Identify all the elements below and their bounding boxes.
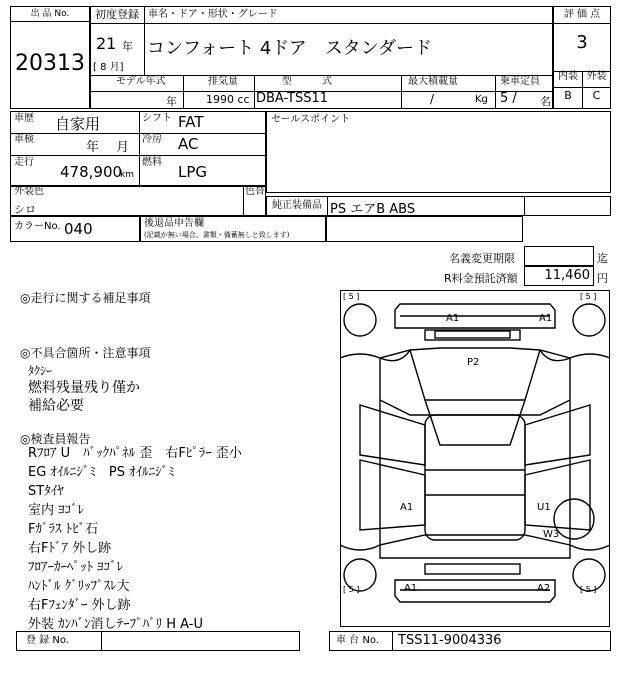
exterior-color-box	[10, 186, 266, 216]
lot-number-box	[10, 6, 90, 109]
load-unit: Kg	[475, 94, 488, 105]
equipment: PS エアB ABS	[330, 202, 416, 217]
lot-number-label: 出 品 No.	[30, 9, 70, 19]
fuel-label: 燃料	[142, 157, 162, 168]
damage-mark: W3	[543, 529, 560, 540]
seats-label: 乗車定員	[500, 76, 540, 87]
shift: FAT	[178, 113, 204, 131]
inspector-line: EG ｵｲﾙﾆｼﾞﾐ PS ｵｲﾙﾆｼﾞﾐ	[28, 465, 175, 480]
rear-bumper-outline	[395, 580, 555, 602]
spare-tire-icon	[554, 499, 594, 539]
seats-unit: 名	[540, 95, 551, 108]
exterior-label: 外装	[586, 71, 607, 82]
registration-number-label: 登 録 No.	[26, 635, 69, 646]
car-diagram	[340, 290, 610, 627]
displacement: 1990 cc	[206, 93, 250, 106]
aftermarket-note: (記載が無い場合、書類・備蓄無しと致します)	[144, 231, 290, 239]
history: 自家用	[55, 115, 101, 133]
inspector-title: ◎検査員報告	[20, 432, 91, 446]
ac-label: 冷房	[142, 134, 162, 145]
interior-grade: B	[564, 89, 572, 102]
displacement-label: 排気量	[208, 76, 238, 87]
color-number-label: カラーNo.	[14, 221, 61, 232]
inspector-line: ﾌﾛｱｰｶｰﾍﾟｯﾄ ﾖｺﾞﾚ	[28, 560, 124, 575]
damage-mark: P2	[467, 357, 480, 368]
defect-line: 補給必要	[28, 398, 84, 414]
inspection: 年 月	[86, 140, 130, 155]
recycle-value: 11,460	[544, 268, 590, 283]
chassis-number-label: 車 台 No.	[336, 635, 379, 646]
damage-mark: U1	[537, 502, 551, 513]
seats: 5 /	[500, 91, 517, 106]
inspector-line: 右Fﾌｪﾝﾀﾞｰ 外し跡	[28, 598, 131, 613]
history-label: 車歴	[14, 113, 34, 124]
inspector-line: 外装 ｶﾝﾊﾞﾝ消しﾃｰﾌﾟﾊﾞﾘ H A-U	[28, 617, 203, 632]
inspector-line: 右Fﾄﾞｱ 外し跡	[28, 541, 112, 556]
damage-mark: A2	[537, 583, 551, 594]
model-year-unit: 年	[166, 95, 177, 108]
details-box	[10, 111, 266, 186]
grade-label: 評 価 点	[563, 9, 601, 20]
lot-number: 20313	[15, 51, 85, 76]
type-label: 型 式	[282, 76, 332, 87]
mileage: 478,900	[60, 163, 123, 181]
chassis-number: TSS11-9004336	[398, 633, 502, 648]
tire-tread-front-left: [ 5 ]	[343, 292, 360, 301]
model-type: DBA-TSS11	[256, 91, 329, 106]
grade-score: 3	[576, 32, 588, 53]
driving-notes-title: ◎走行に関する補足事項	[20, 291, 151, 305]
load-slash: /	[430, 92, 435, 106]
first-registration-label: 初度登録	[95, 8, 139, 21]
inspector-line: Rﾌﾛｱ U ﾊﾞｯｸﾊﾟﾈﾙ 歪 右Fﾋﾟﾗｰ 歪小	[28, 446, 242, 461]
damage-mark: A1	[539, 313, 553, 324]
model-year-label: モデル年式	[116, 76, 166, 87]
mileage-label: 走行	[14, 157, 34, 168]
inspector-line: 室内 ﾖｺﾞﾚ	[28, 503, 85, 518]
recycle-label: R料金預託済額	[444, 272, 518, 285]
inspection-label: 車検	[14, 134, 34, 145]
damage-mark: A1	[446, 313, 460, 324]
equipment-label: 純正装備品	[272, 200, 322, 211]
name-change-label: 名義変更期限	[449, 252, 515, 265]
inspector-line: ﾊﾝﾄﾞﾙ ｸﾞﾘｯﾌﾟｽﾚ大	[28, 579, 130, 594]
aftermarket-label: 後退品申告欄	[144, 218, 204, 229]
tire-tread-front-right: [ 5 ]	[580, 292, 597, 301]
inspector-line: STﾀｲﾔ	[28, 484, 64, 499]
interior-label: 内装	[558, 71, 578, 82]
inspector-line: Fｶﾞﾗｽ ﾄﾋﾞ石	[28, 522, 99, 537]
car-name-label: 車名・ドア・形状・グレード	[148, 9, 278, 20]
year-unit: 年	[122, 40, 133, 53]
exterior-color-label: 外装色	[14, 186, 44, 197]
defect-line: 燃料残量残り僅か	[28, 380, 140, 396]
damage-mark: A1	[404, 583, 418, 594]
tire-front-left-icon	[344, 304, 376, 336]
car-name: コンフォート 4ドア スタンダード	[147, 38, 433, 59]
first-registration-year: 21	[96, 34, 117, 53]
sales-points-label: セールスポイント	[271, 114, 351, 125]
mileage-unit: km	[120, 170, 134, 180]
recycle-unit: 円	[597, 272, 608, 285]
ac: AC	[178, 135, 199, 153]
tire-tread-rear-right: [ 5 ]	[580, 585, 597, 594]
max-load-label: 最大積載量	[408, 76, 458, 87]
aftermarket-extra-box	[326, 216, 523, 242]
shift-label: シフト	[142, 113, 172, 124]
exterior-color: シロ	[14, 203, 36, 216]
color-number: 040	[64, 220, 93, 238]
fuel: LPG	[178, 163, 208, 181]
tire-tread-rear-left: [ 5 ]	[343, 585, 360, 594]
exterior-grade: C	[592, 89, 601, 102]
repaint-label: 色替	[245, 186, 265, 197]
name-change-box	[524, 246, 594, 266]
first-registration-month: [ 8 月]	[93, 62, 124, 73]
defects-title: ◎不具合箇所・注意事項	[20, 346, 151, 360]
defect-line: ﾀｸｼｰ	[28, 364, 53, 378]
damage-mark: A1	[400, 502, 414, 513]
tire-front-right-icon	[573, 304, 605, 336]
name-change-unit: 迄	[597, 252, 608, 265]
